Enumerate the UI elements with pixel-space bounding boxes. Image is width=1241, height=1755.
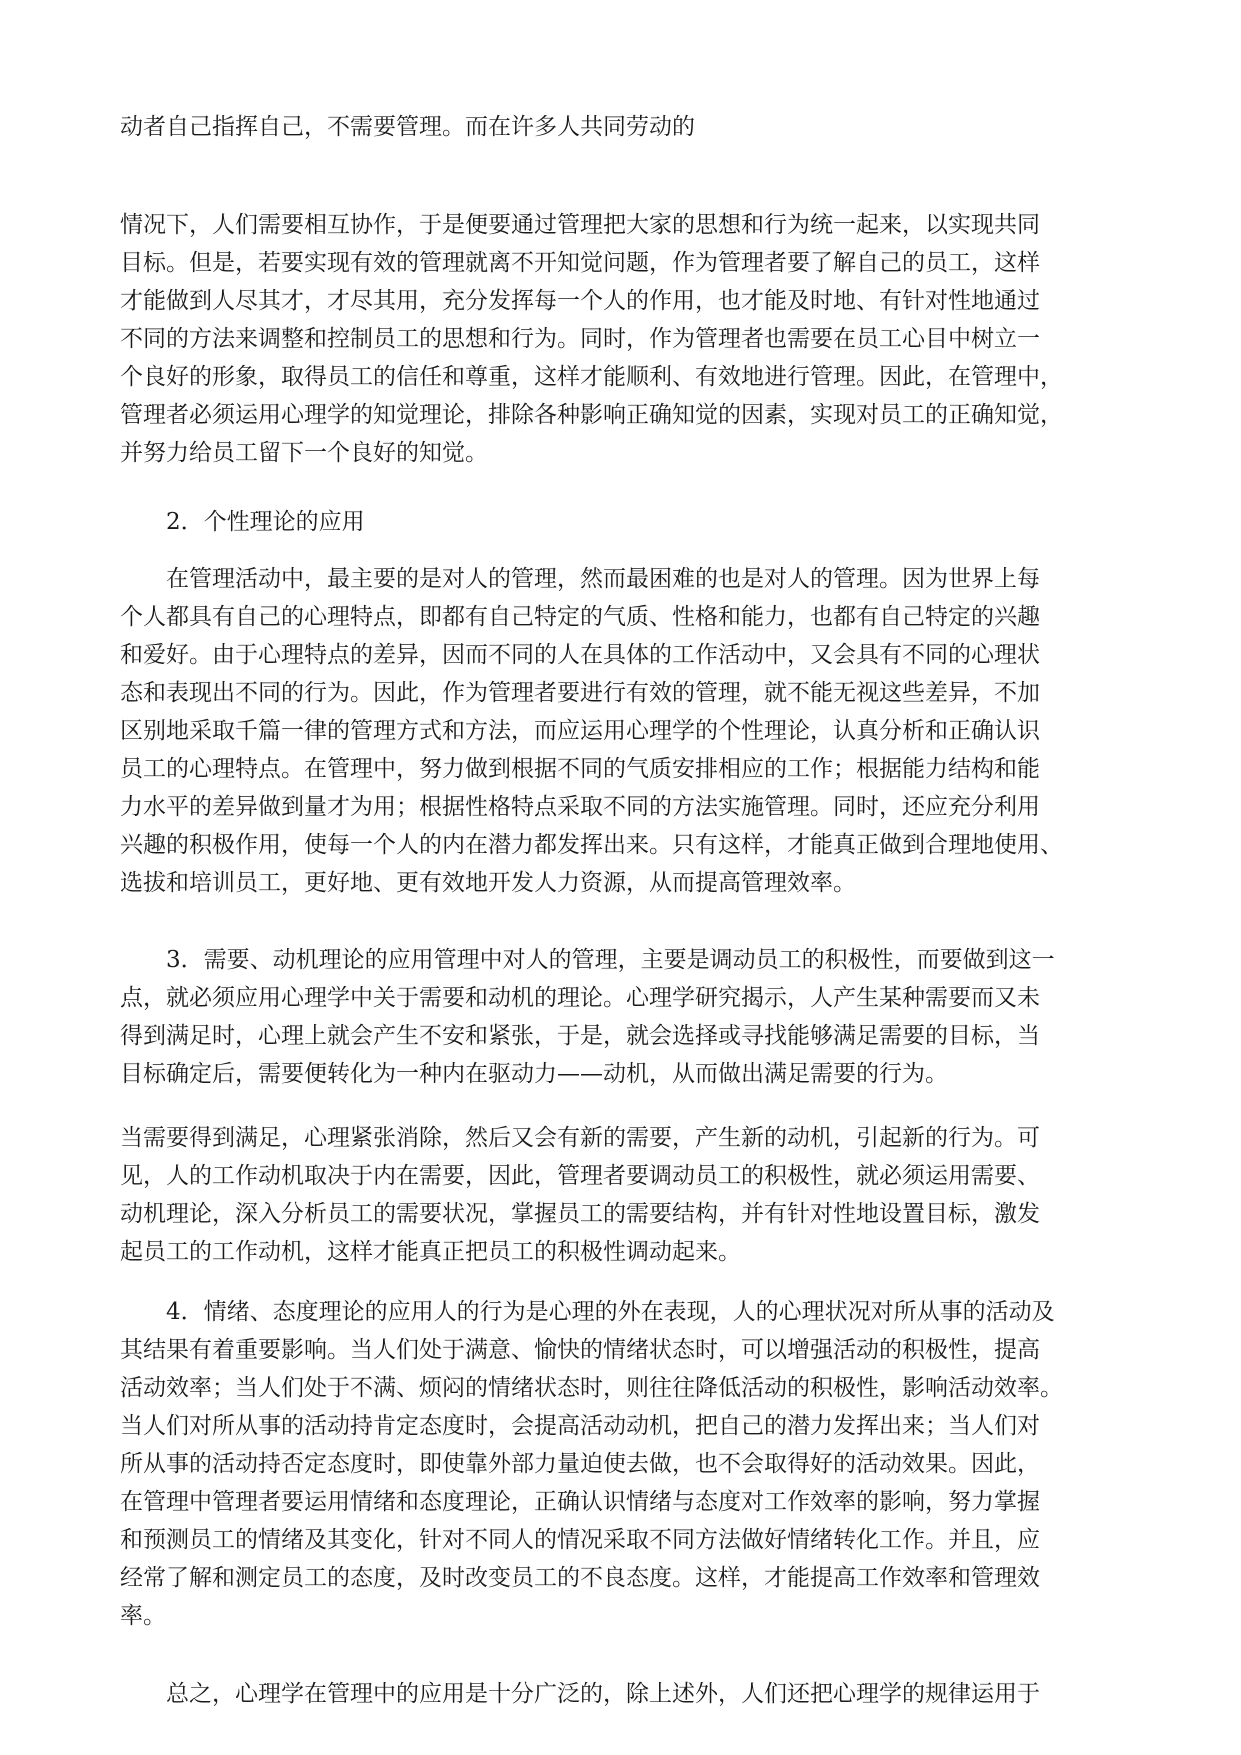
text-line: 动者自己指挥自己，不需要管理。而在许多人共同劳动的: [120, 114, 695, 140]
paragraph-intro-fragment: [120, 108, 1125, 146]
text-line: 得到满足时，心理上就会产生不安和紧张，于是，就会选择或寻找能够满足需要的目标，当: [120, 1023, 1040, 1049]
text-line: 在管理活动中，最主要的是对人的管理，然而最困难的也是对人的管理。因为世界上每: [166, 566, 1040, 592]
text-line: 个良好的形象，取得员工的信任和尊重，这样才能顺利、有效地进行管理。因此，在管理中，: [120, 364, 1063, 390]
text-line: 管理者必须运用心理学的知觉理论，排除各种影响正确知觉的因素，实现对员工的正确知觉，: [120, 402, 1063, 428]
text-line: 并努力给员工留下一个良好的知觉。: [120, 440, 488, 466]
text-line: 3．需要、动机理论的应用管理中对人的管理，主要是调动员工的积极性，而要做到这一: [166, 947, 1055, 973]
text-line: 兴趣的积极作用，使每一个人的内在潜力都发挥出来。只有这样，才能真正做到合理地使用、: [120, 832, 1063, 858]
text-line: 在管理中管理者要运用情绪和态度理论，正确认识情绪与态度对工作效率的影响，努力掌握: [120, 1489, 1040, 1515]
text-line: 目标确定后，需要便转化为一种内在驱动力——动机，从而做出满足需要的行为。: [120, 1061, 948, 1087]
text-line: 总之，心理学在管理中的应用是十分广泛的，除上述外，人们还把心理学的规律运用于: [166, 1681, 1040, 1707]
text-line: 力水平的差异做到量才为用；根据性格特点采取不同的方法实施管理。同时，还应充分利用: [120, 794, 1040, 820]
section-heading-personality: [120, 503, 1125, 541]
paragraph-personality: [120, 560, 1125, 902]
text-line: 才能做到人尽其才，才尽其用，充分发挥每一个人的作用，也才能及时地、有针对性地通过: [120, 288, 1040, 314]
text-line: 个人都具有自己的心理特点，即都有自己特定的气质、性格和能力，也都有自己特定的兴趣: [120, 604, 1040, 630]
text-line: 不同的方法来调整和控制员工的思想和行为。同时，作为管理者也需要在员工心目中树立一: [120, 326, 1040, 352]
text-line: 和预测员工的情绪及其变化，针对不同人的情况采取不同方法做好情绪转化工作。并且，应: [120, 1527, 1040, 1553]
text-line: 其结果有着重要影响。当人们处于满意、愉快的情绪状态时，可以增强活动的积极性，提高: [120, 1337, 1040, 1363]
paragraph-perception: [120, 206, 1125, 472]
text-line: 态和表现出不同的行为。因此，作为管理者要进行有效的管理，就不能无视这些差异，不加: [120, 680, 1040, 706]
text-line: 当需要得到满足，心理紧张消除，然后又会有新的需要，产生新的动机，引起新的行为。可: [120, 1125, 1040, 1151]
paragraph-needs-continued: [120, 1119, 1125, 1271]
text-line: 经常了解和测定员工的态度，及时改变员工的不良态度。这样，才能提高工作效率和管理效: [120, 1565, 1040, 1591]
text-line: 4．情绪、态度理论的应用人的行为是心理的外在表现，人的心理状况对所从事的活动及: [166, 1299, 1055, 1325]
text-line: 活动效率；当人们处于不满、烦闷的情绪状态时，则往往降低活动的积极性，影响活动效率。: [120, 1375, 1063, 1401]
text-line: 见，人的工作动机取决于内在需要，因此，管理者要调动员工的积极性，就必须运用需要、: [120, 1163, 1040, 1189]
text-line: 所从事的活动持否定态度时，即使靠外部力量迫使去做，也不会取得好的活动效果。因此，: [120, 1451, 1040, 1477]
paragraph-needs-motivation: [120, 941, 1125, 1093]
text-line: 情况下，人们需要相互协作，于是便要通过管理把大家的思想和行为统一起来，以实现共同: [120, 212, 1040, 238]
paragraph-conclusion: [120, 1675, 1125, 1713]
text-line: 选拔和培训员工，更好地、更有效地开发人力资源，从而提高管理效率。: [120, 870, 856, 896]
text-line: 率。: [120, 1603, 166, 1629]
text-line: 当人们对所从事的活动持肯定态度时，会提高活动动机，把自己的潜力发挥出来；当人们对: [120, 1413, 1040, 1439]
section-heading: 2．个性理论的应用: [166, 509, 365, 535]
text-line: 目标。但是，若要实现有效的管理就离不开知觉问题，作为管理者要了解自己的员工，这样: [120, 250, 1040, 276]
text-line: 动机理论，深入分析员工的需要状况，掌握员工的需要结构，并有针对性地设置目标，激发: [120, 1201, 1040, 1227]
text-line: 员工的心理特点。在管理中，努力做到根据不同的气质安排相应的工作；根据能力结构和能: [120, 756, 1040, 782]
text-line: 和爱好。由于心理特点的差异，因而不同的人在具体的工作活动中，又会具有不同的心理状: [120, 642, 1040, 668]
text-line: 点，就必须应用心理学中关于需要和动机的理论。心理学研究揭示，人产生某种需要而又未: [120, 985, 1040, 1011]
text-line: 起员工的工作动机，这样才能真正把员工的积极性调动起来。: [120, 1239, 741, 1265]
paragraph-emotion-attitude: [120, 1293, 1125, 1635]
text-line: 区别地采取千篇一律的管理方式和方法，而应运用心理学的个性理论，认真分析和正确认识: [120, 718, 1040, 744]
